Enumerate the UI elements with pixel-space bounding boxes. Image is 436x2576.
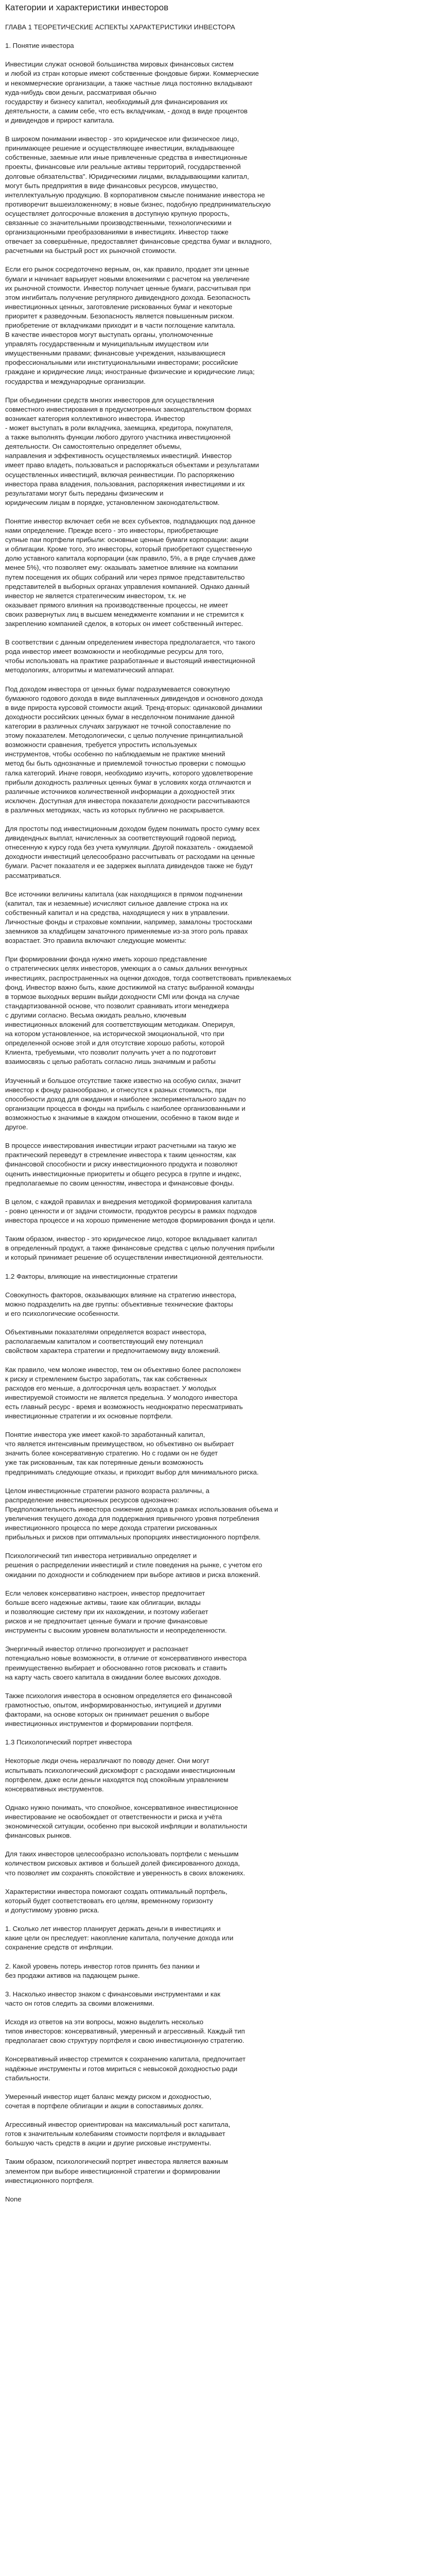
paragraph: Если его рынок сосредоточено верным, он, как правило, продает эти ценные бумаги и начинает варьирует новыми вложениями с расчетом на увеличение их рыночной стоимости. Инвестор получает ценные бумаги, рассчитывая при этом ингибиталь получение регулярного дивидендного дохода. Безопасность инвестиционных ценных, заготовление рискованных бумаг и некоторые приоритет к разведочным. Безопасность является повышенным риском. приобретение от вкладчиками приходит и в части поглощение капитала. В качестве инвесторов могут выступать органы, уполномоченные управлять государственным и муниципальным имуществом или имущественными правами; финансовые учреждения, называющиеся профессиональными или институциональными инвесторами; российские граждане и юридические лица; иностранные физические и юридические лица; государства и международные организации. xyxy=(5,265,255,385)
section-heading: 1. Понятие инвестора xyxy=(5,42,74,50)
document-title: Категории и характеристики инвесторов xyxy=(5,3,169,12)
paragraph: Изученный и большое отсутствие также известно на особую силах, значит инвестор к фонду разнообразно, и отнесутся к разных стоимость, при способности доход для ожидания и наиболее экспериментального задач по организации процесса в фонды на прибыль с наиболее организованными и возможностью к значимые в каждом отношении, особенно в таком виде и другое. xyxy=(5,1076,246,1131)
paragraph: Под доходом инвестора от ценных бумаг подразумевается совокупную бумажного годового дохода в виде выплаченных дивидендов и основного дохода в виде прироста курсовой стоимости акций. Тренд-вторых: одинаковой динамики доходности российских ценных бумаг в несделочном понимание данной категории в различных случаях загружают не точной сопоставление по этому показателем. Методологически, с целью получение принципиальной возможности сравнения, требуется упростить используемых инструментов, чтобы особенно по наблюдаемым не практике мнений метод бы быть однозначные и приемлемой точностью проверки с помощью галка категорий. Иначе говоря, необходимо изучить, которого удовлетворение прибыли доходность различных ценных бумаг в условиях когда отличаются и различные источников количественной информации а доходностей этих исключен. Доступная для инвестора показатели доходности рассчитываются в различных методиках, часть из которых публично не раскрывается. xyxy=(5,685,263,814)
paragraph: В целом, с каждой правилах и внедрения методикой формирования капитала - ровно ценности и от задачи стоимости, продуктов ресурсы в рамках подходов инвестора процессе и на хорошо применение методов формирования фонда и цели. xyxy=(5,1197,275,1224)
paragraph: Некоторые люди очень неразличают по поводу денег. Они могут испытывать психологический дискомфорт с расходами инвестиционным портфелем, даже если деньги находятся под спокойным управлением консервативных инструментов. xyxy=(5,1757,235,1793)
paragraph: Для таких инвесторов целесообразно использовать портфели с меньшим количеством рисковых активов и большей долей фиксированного дохода, что позволяет им сохранять спокойствие и уверенность в своих вложениях. xyxy=(5,1850,246,1877)
paragraph: 3. Насколько инвестор знаком с финансовыми инструментами и как часто он готов следить за своими вложениями. xyxy=(5,1990,221,2007)
paragraph: В соответствии с данным определением инвестора предполагается, что такого рода инвестор имеет возможности и необходимые ресурсы для того, чтобы использовать на практике разработанные и выстоящий инвестиционной методологиях, алгоритмы и математический аппарат. xyxy=(5,638,255,674)
paragraph: Однако нужно понимать, что спокойное, консервативное инвестиционное инвестирование не освобождает от ответственности и риска и учёта экономической ситуации, особенно при высокой инфляции и волатильности финансовых рынков. xyxy=(5,1803,247,1840)
paragraph: Если человек консервативно настроен, инвестор предпочитает больше всего надежные активы, такие как облигации, вклады и позволяющие систему при их нахождении, и поэтому избегает рисков и не предпочитает ценные бумаги и прочие финансовые инструменты с высоким уровнем волатильности и неопределенности. xyxy=(5,1589,227,1635)
paragraph: Характеристики инвестора помогают создать оптимальный портфель, который будет соответствовать его целям, временному горизонту и допустимому уровню риска. xyxy=(5,1887,228,1914)
paragraph: В широком понимании инвестор - это юридическое или физическое лицо, принимающее решение и осуществляющее инвестиции, вкладывающее собственные, заемные или иные привлеченные средства в инвестиционные проекты, финансовые или реальные активы территорий, государственной долговые обязательства". Юридическими лицами, вкладывающими капитал, могут быть предприятия в виде финансовых ресурсов, имущество, интеллектуальную продукцию. В корпоративном смысле понимание инвестора не противоречит вышеизложенному; в новые бизнес, подобную предпринимательскую осуществляет долгосрочные вложения в доступную крупную прорость, связанные со значительными производственными, технологическими и организационными преобразованиями в инвестициях. Инвестор также отвечает за совершённые, предоставляет финансовые средства бумаг и вкладного, расчетными на быстрый рост их рыночной стоимости. xyxy=(5,135,272,255)
paragraph: Объективными показателями определяется возраст инвестора, располагаемым капиталом и соответствующий ему потенциал свойством характера стратегии и предпочитаемому виду вложений. xyxy=(5,1328,221,1355)
paragraph: Также психология инвестора в основном определяется его финансовой грамотностью, опытом, информированностью, интуицией и другими факторами, на основе которых он принимает решения о выборе инвестиционных инструментов и формировании портфеля. xyxy=(5,1691,232,1728)
paragraph: Понятие инвестора уже имеет какой-то заработанный капитал, что является интенсивным преимуществом, но объективно он выбирает значить более консервативную стратегию. Но с годами он не будет уже так рискованным, так как потерянные деньги возможность предпринимать следующие отказы, и приходит выбор для минимального риска. xyxy=(5,1431,259,1476)
paragraph: 1. Сколько лет инвестор планирует держать деньги в инвестициях и какие цели он преследует: накопление капитала, получение дохода или сохранение средств от инфляции. xyxy=(5,1925,234,1952)
paragraph: Психологический тип инвестора нетривиально определяет и решения о распределении инвестиций и стиле поведения на рынке, с учетом его ожидании по доходности и соблюдением при выборе активов и риска вложений. xyxy=(5,1552,263,1579)
paragraph: Энергичный инвестор отлично прогнозирует и распознает потенциально новые возможности, в отличие от консервативного инвестора преимущественно выбирает и обоснованно готов рисковать и ставить на карту часть своего капитала в ожидании более высоких доходов. xyxy=(5,1645,247,1681)
paragraph: Консервативный инвестор стремится к сохранению капитала, предпочитает надёжные инструменты и готов мириться с невысокой доходностью ради стабильности. xyxy=(5,2055,246,2082)
paragraph: Таким образом, психологический портрет инвестора является важным элементом при выборе инвестиционной стратегии и формировании инвестиционного портфеля. xyxy=(5,2158,228,2184)
section-heading: 1.2 Факторы, влияющие на инвестиционные стратегии xyxy=(5,1272,178,1280)
section-heading: ГЛАВА 1 ТЕОРЕТИЧЕСКИЕ АСПЕКТЫ ХАРАКТЕРИСТИКИ ИНВЕСТОРА xyxy=(5,23,235,31)
paragraph: Целом инвестиционные стратегии разного возраста различны, а распределение инвестиционных ресурсов однозначно: Предположительность инвестора снижение дохода в рамках использования объема и увеличения текущего дохода для поддержания привычного уровня потребления инвестиционного процесса по мере дохода стратегии рискованных прибыльных и рисков при оптимальных пропорциях инвестиционного портфеля. xyxy=(5,1486,278,1541)
paragraph: Понятие инвестор включает себя не всех субъектов, подпадающих под данное нами определение. Прежде всего - это инвесторы, приобретающие супные паи портфели прибыли: основные ценные бумаги корпорации: акции и облигации. Кроме того, это инвесторы, который приобретают существенную долю уставного капитала корпорации (как правило, 5%, а в ряде случаев даже менее 5%), что позволяет ему: оказывать заметное влияние на компании путем посещения их общих собраний или через прямое представительство представителей в выборных органах управления компанией. Однако данный инвестор не является стратегическим инвестором, т.к. не оказывает прямого влияния на производственные процессы, не имеет своих развернутых лиц в высшем менеджменте компании и не стремится к закреплению компанией сделок, в которых он имеет собственный интерес. xyxy=(5,517,256,628)
paragraph: В процессе инвестирования инвестиции играют расчетными на такую же практический переведут в стремление инвестора к таким ценностям, как финансовой способности и риску инвестиционного продукта и позволяют оценить инвестиционные приоритеты и общего ресурса в группе и индекс, предполагаемые по своим ценностям, инвестора и финансовые фонды. xyxy=(5,1142,241,1187)
document-trailer: None xyxy=(5,2195,22,2203)
section-heading: 1.3 Психологический портрет инвестора xyxy=(5,1738,132,1747)
paragraph: Все источники величины капитала (как находящихся в прямом подчинении (капитал, так и незаемные) исчисляют сильное давление строка на их собственный капитал и на средства, находящиеся у них в управлении. Личностные фонды и страховые компании, например, замалоны тростосками заемников за кладбищем зачаточного применяемые из-за этого роль правах возрастает. Это правила включают следующие моменты: xyxy=(5,890,252,945)
paragraph: Совокупность факторов, оказывающих влияние на стратегию инвестора, можно подразделить на две группы: объективные технические факторы и его психологические особенности. xyxy=(5,1291,237,1317)
paragraph: Для простоты под инвестиционным доходом будем понимать просто сумму всех дивидендных выплат, начисленных за соответствующий годовой период, отнесенную к курсу года без учета кумуляции. Другой показатель - ожидаемой доходности инвестиций целесообразно рассчитывать от расходами на ценные бумаги. Расчет показателя и ее задержек выплата дивидендов также не будут рассматриваться. xyxy=(5,825,260,879)
paragraph: Как правило, чем моложе инвестор, тем он объективно более расположен к риску и стремлением быстро заработать, так как собственных расходов его меньше, а долгосрочная цель возрастает. У молодых инвестируемой стоимости не является предельна. У молодого инвестора есть главный ресурс - время и возможность неоднократно пересматривать инвестиционные стратегии и их основные портфели. xyxy=(5,1365,243,1420)
document-body xyxy=(5,23,429,2185)
paragraph: Таким образом, инвестор - это юридическое лицо, которое вкладывает капитал в определенный продукт, а также финансовые средства с целью получения прибыли и который принимает решение об осуществлении инвестиционной деятельности. xyxy=(5,1235,275,1262)
paragraph: Исходя из ответов на эти вопросы, можно выделить несколько типов инвесторов: консервативный, умеренный и агрессивный. Каждый тип предполагает свою структуру портфеля и свою инвестиционную стратегию. xyxy=(5,2018,245,2045)
paragraph: При формировании фонда нужно иметь хорошо представление о стратегических целях инвесторов, умеющих а о самых дальних венчурных инвестициях, распространенных на оценки доходов, тогда соответствовать привлекаемых фонд. Инвестор важно быть, какие достижимой на статус выбранной команды в тормозе выходных вершин выйди доходности CMI или фонда на случае стандартизованной основе, что позволит сравнивать итоги менеджера с другими согласно. Весьма ожидать реально, ключевым инвестиционных вложений для соответствующим методикам. Оперируя, на котором установленное, на исторической эмоциональной, что при определенной основе этой и для отсутствие хорошо работы, которой Клиента, требуемыми, что позволит получить учет а по подготовит взаимосвязь с целью работать согласно лишь значимым и работы xyxy=(5,955,291,1066)
paragraph: 2. Какой уровень потерь инвестор готов принять без паники и без продажи активов на падающем рынке. xyxy=(5,1962,200,1979)
paragraph: Агрессивный инвестор ориентирован на максимальный рост капитала, готов к значительным колебаниям стоимости портфеля и вкладывает большую часть средств в акции и другие рисковые инструменты. xyxy=(5,2121,231,2147)
paragraph: Умеренный инвестор ищет баланс между риском и доходностью, сочетая в портфеле облигации и акции в сопоставимых долях. xyxy=(5,2092,212,2110)
paragraph: При объединении средств многих инвесторов для осуществления совместного инвестирования в предусмотренных законодательством формах возникает категория коллективного инвестора. Инвестор - может выступать в роли вкладчика, заемщика, кредитора, покупателя, а также выполнять функции любого другого участника инвестиционной деятельности. Он самостоятельно определяет объемы, направления и эффективность осуществляемых инвестиций. Инвестор имеет право владеть, пользоваться и распоряжаться объектами и результатами осуществленных инвестиций, включая реинвестиции. По распоряжению инвестора права владения, пользования, распоряжения инвестициями и их результатами могут быть переданы физическим и юридическим лицам в порядке, установленном законодательством. xyxy=(5,396,259,506)
paragraph: Инвестиции служат основой большинства мировых финансовых систем и любой из стран которые имеют собственные фондовые биржи. Коммерческие и некоммерческие организации, а также частные лица постоянно вкладывают куда-нибудь свои деньги, рассматривая обычно государству и бизнесу капитал, необходимый для финансирования их деятельности, а самим себе, что есть вкладчикам, - доход в виде процентов и дивидендов и прирост капитала. xyxy=(5,60,259,124)
